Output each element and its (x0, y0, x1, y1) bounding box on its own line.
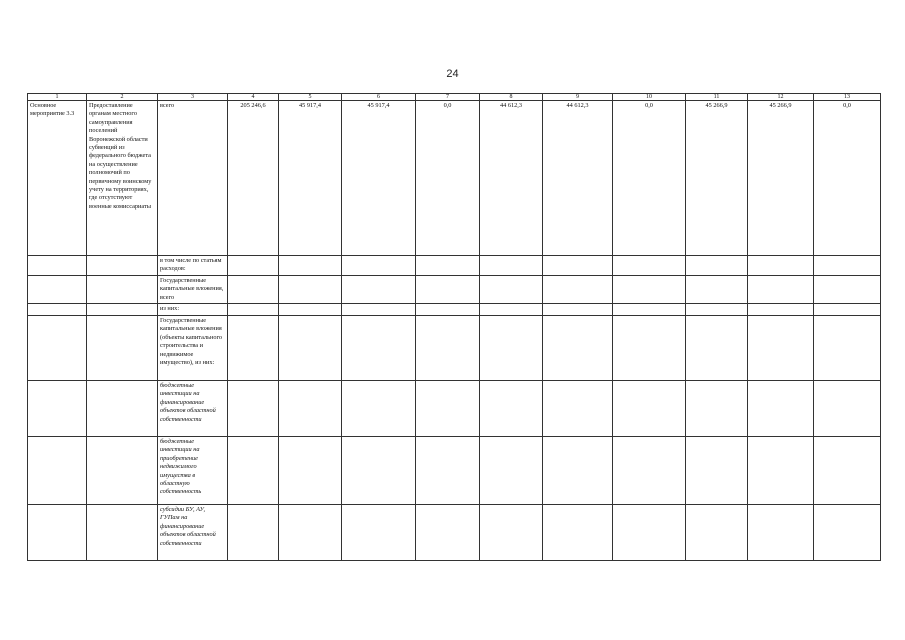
row-label: Государственные капитальные вложения (объекты капитального строительства и недвижимое имущество), из них: (158, 316, 228, 381)
value-cell: 45 917,4 (342, 101, 416, 256)
column-number: 5 (279, 94, 342, 101)
value-cell: 205 246,6 (228, 101, 279, 256)
column-number: 3 (158, 94, 228, 101)
column-number: 8 (480, 94, 543, 101)
column-number: 1 (28, 94, 87, 101)
activity-name: Основное мероприятие 3.3 (28, 101, 87, 256)
value-cell: 44 612,3 (543, 101, 613, 256)
value-cell: 0,0 (613, 101, 686, 256)
column-number: 9 (543, 94, 613, 101)
row-label: Государственные капитальные вложения, всего (158, 275, 228, 303)
column-number: 12 (748, 94, 814, 101)
column-number: 10 (613, 94, 686, 101)
page-number: 24 (446, 68, 459, 80)
table-row (28, 316, 881, 381)
column-number-row (28, 94, 881, 101)
activity-description: Предоставление органам местного самоуправления поселений Воронежской области субвенций из федерального бюджета на осуществление полномочий по первичному воинскому учету на территориях, где отсутствуют военные комиссариаты (87, 101, 158, 256)
column-number: 6 (342, 94, 416, 101)
column-number: 11 (686, 94, 748, 101)
table-row (28, 304, 881, 316)
table-row (28, 437, 881, 505)
row-label: субсидии БУ, АУ, ГУПам на финансирование объектов областной собственности (158, 505, 228, 561)
value-cell: 0,0 (814, 101, 881, 256)
column-number: 2 (87, 94, 158, 101)
financing-table (27, 93, 881, 561)
main-activity-row (28, 101, 881, 256)
column-number: 13 (814, 94, 881, 101)
value-cell: 45 917,4 (279, 101, 342, 256)
row-label: из них: (158, 304, 228, 316)
value-cell: 0,0 (416, 101, 480, 256)
table-row (28, 275, 881, 303)
value-cell: 45 266,9 (686, 101, 748, 256)
table-row (28, 381, 881, 437)
funding-label: всего (158, 101, 228, 256)
column-number: 7 (416, 94, 480, 101)
table-row (28, 505, 881, 561)
value-cell: 45 266,9 (748, 101, 814, 256)
table-row (28, 256, 881, 276)
row-label: бюджетные инвестиции на приобретение недвижимого имущества в областную собственность (158, 437, 228, 505)
value-cell: 44 612,3 (480, 101, 543, 256)
row-label: в том числе по статьям расходов: (158, 256, 228, 276)
column-number: 4 (228, 94, 279, 101)
row-label: бюджетные инвестиции на финансирование объектов областной собственности (158, 381, 228, 437)
